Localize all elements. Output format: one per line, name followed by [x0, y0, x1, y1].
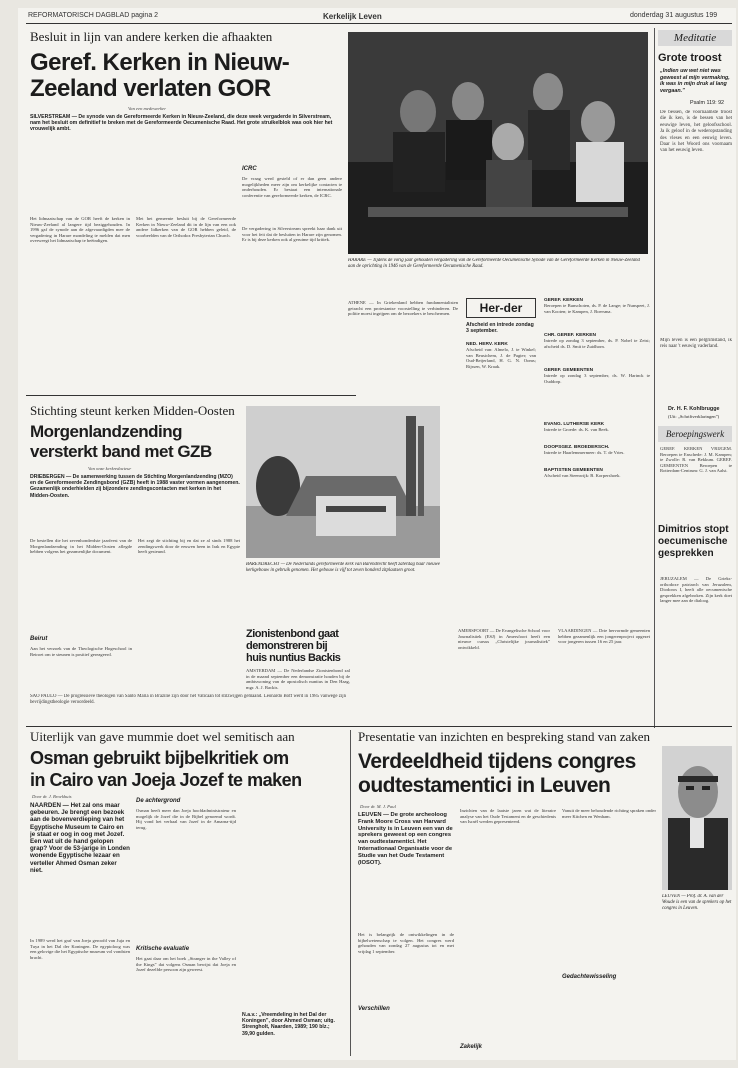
- athene-text: ATHENE — In Griekenland hebben fundamentalisten getracht een protestantse voorstelling te verhinderen. De politie moest ingrijpen om de bezoekers te beschermen.: [348, 300, 458, 317]
- beroepingswerk-text: GEREF. KERKEN VRIJGEM. Beroepen te Enschede: J. M. Kampen; te Zwolle: R. van Bekkum. GEREF. GEMEENTEN Beroepen te Rotterdam-Centrum: G. J. van Aalst.: [660, 446, 732, 474]
- meditatie-title: Grote troost: [658, 52, 722, 64]
- meditatie-body: De bessen, de voornaamste troost die ik ken, is de bessen van het eeuwige leven, het geloofsschool. Ja ik geloof in de wederopstanding des vleses en een eeuwig leven. Daar is het Woord ons voornaam van het eeuwig leven.: [660, 110, 732, 154]
- verdeeldheid-headline-1: Verdeeldheid tijdens congres: [358, 750, 636, 773]
- osman-byline: Door dr. J. Broekhuis: [32, 794, 72, 799]
- osman-body-col3: Het gaat daar om het boek „Stranger in the Valley of the Kings” dat volgens Osman bewijst dat Joeja en Jozef dezelfde persoon zijn geweest.: [136, 956, 236, 973]
- lead-byline: Van een medewerker: [128, 106, 167, 111]
- synod-photo-caption: HARARE — Tijdens de vorig jaar gehouden vergadering van de Gereformeerde Oecumenische Synode van de Gereformeerde Kerken in Nieuw-Zeeland aan de oprichting in 1946 van de Gereformeerde Oecumenische Raad.: [348, 258, 640, 269]
- stichting-body-col3: Aan het verzoek van de Theologische Hogeschool in Beiroet om te steunen is positief gereageerd.: [30, 646, 132, 657]
- stichting-subhead: Beirut: [30, 636, 48, 642]
- osman-headline-2: in Cairo van Joeja Jozef te maken: [30, 770, 302, 790]
- stichting-headline-1: Morgenlandzending: [30, 422, 183, 441]
- verdeeldheid-lead: LEUVEN — De grote archeoloog Frank Moore Cross van Harvard University is in Leuven een van de sprekers geweest op een congres van oudtestamentici. Het Internationaal Organisatie voor de Studie van het Oude Testament (IOSOT).: [358, 812, 453, 866]
- osman-body-col1: In 1989 werd het graf van Joeja geroofd van Juja en Tuya in het Dal der Koningen. De egyptoloog was een gelovige die het Egyptische museum vol vondsten bracht.: [30, 938, 130, 960]
- header-paper-page: REFORMATORISCH DAGBLAD pagina 2: [28, 12, 159, 19]
- meditatie-author-note: (Uit: „Schriftverklaringen”): [668, 414, 720, 419]
- herder-title: Her-der: [479, 301, 523, 315]
- herder-text: Intrede te Haarlemmermeer: ds. T. de Vries.: [544, 450, 625, 455]
- herder-text: Beroepen te Bunschoten, ds. P. de Lange; te Nunspeet, J. van Kooten; te Kampen, J. Boersma.: [544, 303, 650, 314]
- herder-heading: GEREF. GEMEENTEN: [544, 368, 594, 373]
- stichting-byline: Van onze kerkredacteur: [88, 466, 132, 471]
- herder-text: Intrede op zondag 3 september, ds. W. Harinck te Ouddorp.: [544, 373, 650, 384]
- verdeeldheid-headline-2: oudtestamentici in Leuven: [358, 774, 611, 797]
- herder-heading: DOOPSGEZ. BROEDERSCH.: [544, 445, 610, 450]
- church-photo-caption: BARENDRECHT — De Nederlands gereformeerde kerk van Barendrecht heeft zaterdag haar nieuwe kerkgebouw in gebruik genomen. Het gebouw is vijf tot zeven honderd zitplaatsen groot.: [246, 562, 440, 573]
- header-date: donderdag 31 augustus 199: [630, 12, 718, 19]
- stichting-lead: DRIEBERGEN — De samenwerking tussen de Stichting Morgenlandzending (MZO) en de Gereformeerde Zendingsbond (GZB) heeft in 1988 vaster vormen aangenomen. Gezamenlijk onderhielden zij bijzondere zendingscontacten met kerken in het Midden-Oosten.: [30, 474, 240, 499]
- verdeeldheid-byline: Door dr. M. J. Paul: [360, 804, 396, 809]
- amersfoort-text: AMERSFOORT — De Evangelische School voor Journalistiek (ESJ) in Amersfoort heeft een nieuwe cursus „Christelijke journalistiek” ontwikkeld.: [458, 628, 550, 650]
- lead-subhead: ICRC: [242, 166, 257, 172]
- herder-text: Intrede te Groede: ds. K. van Beek.: [544, 427, 609, 432]
- meditatie-banner: [658, 30, 732, 46]
- middle-rule: [26, 726, 732, 727]
- leuven-portrait-photo: [662, 746, 732, 890]
- lead-headline-2: Zeeland verlaten GOR: [30, 75, 271, 102]
- meditatie-quote: „Indien uw wet niet was geweest al mijn vermaking, ik was in mijn druk al lang vergaan.”: [660, 68, 730, 94]
- vlaardingen-text: VLAARDINGEN — Drie hervormde gemeenten hebben gezamenlijk een jongerenproject opgezet voor jongeren tussen 16 en 25 jaar.: [558, 628, 650, 645]
- bottom-column-rule: [350, 730, 351, 1056]
- herder-list: [466, 342, 536, 395]
- lead-intro: SILVERSTREAM — De synode van de Gereformeerde Kerken in Nieuw-Zeeland, die deze week vergaderde in Silverstream, nam het besluit om definitief te breken met de Gereformeerde Oecumenische Raad. Het grote struikelblok was ook hier het vrouwelijk ambt.: [30, 114, 333, 133]
- lead-headline-1: Geref. Kerken in Nieuw-: [30, 49, 290, 76]
- osman-kicker: Uiterlijk van gave mummie doet wel semitisch aan: [30, 729, 295, 744]
- herder-heading: BAPTISTEN GEMEENTEN: [544, 468, 603, 473]
- verdeeldheid-kicker: Presentatie van inzichten en bespreking stand van zaken: [358, 729, 651, 744]
- verdeeldheid-subhead-3: Gedachtewisseling: [562, 974, 617, 980]
- herder-box: [466, 298, 536, 318]
- header-section: Kerkelijk Leven: [323, 12, 382, 21]
- lead-body-col1: Het lidmaatschap van de GOR heeft de kerken in Nieuw-Zeeland al langere tijd beziggehouden. In 1996 gaf de synode aan de afgevaardigden mee de vergadering in Harare mondeling te melden dat men overweegt het lidmaatschap te beëindigen.: [30, 216, 130, 244]
- meditatie-verse: Mijn leven is een pelgrimstand, ik reis naar 't eeuwig vaderland.: [660, 338, 732, 350]
- sao-paulo-text: SAO PAULO — De progressieve theologen van Santo Maria in Brazilië zijn door het Vaticaan tot stilzwijgen gemaand. Leonardo Boff werd in 1985 vanwege zijn bevrijdingstheologie veroordeeld.: [30, 694, 346, 705]
- header-rule: [26, 23, 732, 24]
- herder-text: Afscheid van: Almelo, J. te Winkel; van Beusichem, J. de Pagter; van Oud-Beijerland, H. G. N. Ooms; Rijssen, W. Kraak.: [466, 347, 536, 369]
- lead-body-col3: De vergadering in Silverstream spreekt haar dank uit voor het feit dat de besluiten in Harare zijn genomen. Er is bij deze kerken ook al geruime tijd kritiek.: [242, 226, 342, 243]
- osman-subhead-1: De achtergrond: [136, 798, 181, 804]
- meditatie-section-title: Meditatie: [673, 32, 717, 44]
- herder-heading: NED. HERV. KERK: [466, 342, 508, 347]
- beroepingswerk-title: Beroepingswerk: [665, 429, 725, 439]
- lead-body-col2: Met het gemeente besluit bij de Gereformeerde Kerken in Nieuw-Zeeland dit in de lijn van een ook andere lidkerken van de GOR hebben geleid, de voorbeelden van de Orthodox Presbyterian Church.: [136, 216, 236, 238]
- verdeeldheid-body-col3: Vanuit de meer behoudende richting spraken onder meer Kitchen en Wenham.: [562, 808, 656, 819]
- meditatie-author: Dr. H. F. Kohlbrugge: [668, 406, 720, 412]
- verdeeldheid-subhead-1: Verschillen: [358, 1006, 390, 1012]
- herder-list-2: [544, 298, 650, 397]
- osman-book: N.a.v.: „Vreemdeling in het Dal der Koningen”, door Ahmed Osman; uitg. Strengholt, Naarden, 1989; 190 blz.; 39,90 gulden.: [242, 1012, 335, 1037]
- lead-bottom-rule: [26, 395, 356, 396]
- herder-heading: CHR. GEREF. KERKEN: [544, 333, 596, 338]
- osman-lead: NAARDEN — Het zal ons maar gebeuren. Je brengt een bezoek aan de bovenverdieping van het Egyptische Museum te Cairo en je staat er oog in oog met Jozef. Een wat uit de hand gelopen grap? Voor de 53-jarige in Londen wonende Egyptische lezaar en verteller Ahmed Osman zeker niet.: [30, 802, 130, 874]
- herder-intro: Afscheid en intrede zondag 3 september.: [466, 322, 534, 335]
- herder-list-3: [544, 422, 650, 491]
- osman-body-col2: Osman heeft meer dan Joeja hoofdadministrateur en mogelijk de Jozef die in de Bijbel genoemd wordt. Hij vond het verhaal van Jozef in de Amarna-tijd terug.: [136, 808, 236, 830]
- verdeeldheid-subhead-2: Zakelijk: [460, 1044, 483, 1050]
- newspaper-page: [18, 8, 736, 1060]
- beroepingswerk-banner: [658, 426, 732, 442]
- synod-photo: [348, 32, 648, 254]
- dimitrios-headline: Dimitrios stopt oecumenische gesprekken: [658, 524, 729, 559]
- stichting-headline-2: versterkt band met GZB: [30, 442, 212, 461]
- verdeeldheid-body-col1: Het is belangrijk de ontwikkelingen in de bijbelwetenschap te volgen. Het congres werd gehouden van zondag 27 augustus tot en met vrijdag 1 september.: [358, 932, 454, 954]
- lead-body-col4: De vraag werd gesteld of er dan geen andere mogelijkheden meer zijn om kerkelijke contacten te onderhouden. Er bestaat een internationale conferentie van gereformeerde kerken, de ICRC.: [242, 176, 342, 198]
- verdeeldheid-body-col2: Inzichten van de laatste jaren wat de literaire analyse van het Oude Testament en de geschiedenis van Israël werden gepresenteerd.: [460, 808, 556, 825]
- stichting-kicker: Stichting steunt kerken Midden-Oosten: [30, 403, 235, 418]
- osman-headline-1: Osman gebruikt bijbelkritiek om: [30, 748, 289, 768]
- herder-heading: EVANG. LUTHERSE KERK: [544, 422, 605, 427]
- osman-subhead-2: Kritische evaluatie: [136, 946, 190, 952]
- leuven-portrait-caption: LEUVEN — Prof. dr. A. van der Woude is een van de sprekers op het congres in Leuven.: [662, 894, 732, 911]
- herder-heading: GEREF. KERKEN: [544, 298, 583, 303]
- stichting-body-col1: De bestellen die het zevenhonderdste jaarfeest van de Morgenlandzending in het Midden-Oosten aflegde hebben volgens het gezamenlijke document.: [30, 538, 132, 555]
- meditatie-reference: Psalm 119: 92: [690, 100, 725, 106]
- dimitrios-text: JERUZALEM — De Grieks-orthodoxe patriarch van Jeruzalem, Diodoros I, heeft alle oecumenische gesprekken afgebroken. Zijn kerk doet langer mee aan de dialoog.: [660, 576, 732, 604]
- right-column-rule: [654, 28, 655, 728]
- church-photo: [246, 406, 440, 558]
- zionisten-headline: Zionistenbond gaat demonstreren bij huis nuntius Backis: [246, 628, 341, 664]
- zionisten-text: AMSTERDAM — De Nederlandse Zionistenbond zal in de maand september een demonstratie houden bij de ambtswoning van de apostolisch nuntius in Den Haag, mgr. A. J. Backis.: [246, 668, 350, 690]
- stichting-body-col2: Het zegt de stichting bij en dat ze al sinds 1988 het zendingswerk door de eeuwen heen in Irak en Egypte heeft gesteund.: [138, 538, 240, 555]
- lead-kicker: Besluit in lijn van andere kerken die afhaakten: [30, 29, 273, 44]
- herder-text: Intrede op zondag 3 september, ds. P. Nobel te Zeist; afscheid ds. D. Smit te Zuidhorn.: [544, 338, 650, 349]
- herder-text: Afscheid van Steenwijk: B. Korpershoek.: [544, 473, 621, 478]
